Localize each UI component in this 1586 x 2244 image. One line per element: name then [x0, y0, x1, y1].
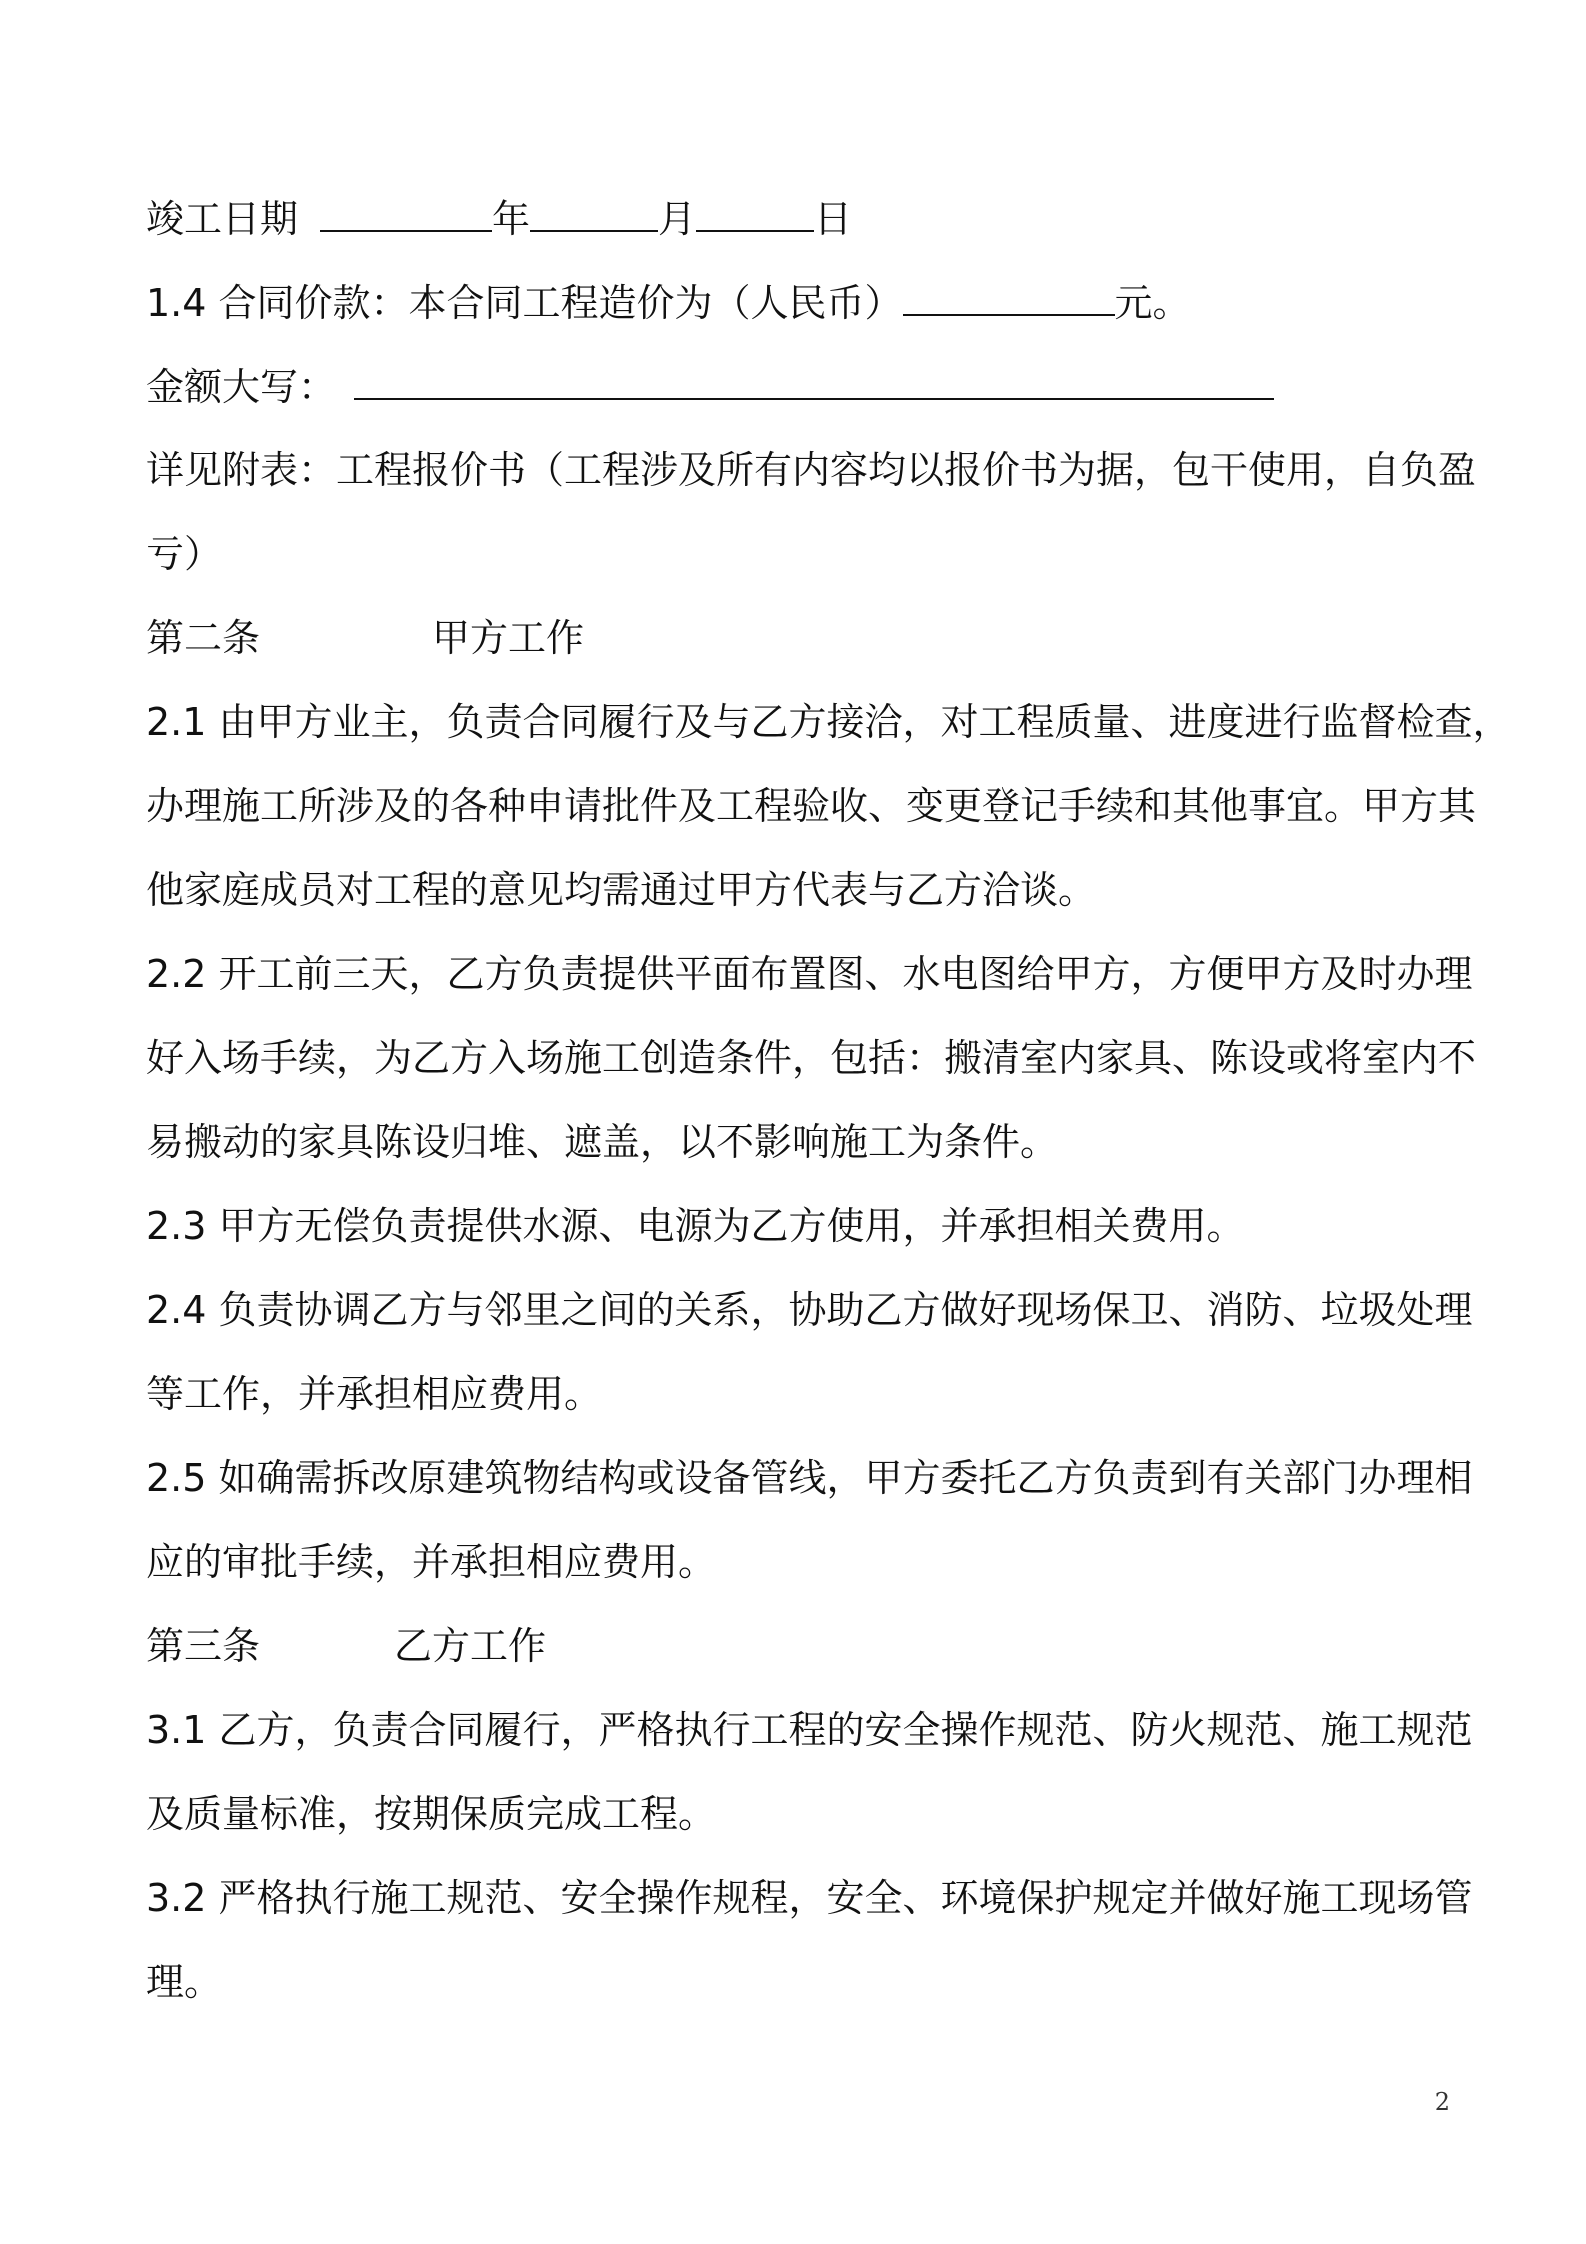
day-label: 日: [814, 197, 853, 241]
clause-3-1-line: 及质量标准，按期保质完成工程。: [146, 1792, 717, 1836]
clause-2-2-line: 好入场手续，为乙方入场施工创造条件，包括：搬清室内家具、陈设或将室内不: [146, 1036, 1477, 1080]
clause-3-2-line: 理。: [146, 1960, 223, 2004]
article-3-title: 乙方工作: [394, 1624, 547, 1668]
clause-2-5-line: 2.5 如确需拆改原建筑物结构或设备管线，甲方委托乙方负责到有关部门办理相: [146, 1456, 1473, 1500]
clause-2-4-line: 2.4 负责协调乙方与邻里之间的关系，协助乙方做好现场保卫、消防、垃圾处理: [146, 1288, 1473, 1332]
page-number: 2: [1434, 2088, 1450, 2116]
clause-2-1-line: 办理施工所涉及的各种申请批件及工程验收、变更登记手续和其他事宜。甲方其: [146, 784, 1477, 828]
amount-caps-label: 金额大写：: [146, 365, 337, 409]
year-blank: [320, 194, 492, 232]
amount-caps-blank: [354, 362, 1274, 400]
contract-price-text: 1.4 合同价款：本合同工程造价为（人民币）: [146, 281, 903, 325]
clause-3-2-line: 3.2 严格执行施工规范、安全操作规程，安全、环境保护规定并做好施工现场管: [146, 1876, 1473, 1920]
month-label: 月: [658, 197, 697, 241]
attachment-line-2: 亏）: [146, 532, 223, 576]
clause-2-1-line: 2.1 由甲方业主，负责合同履行及与乙方接洽，对工程质量、进度进行监督检查，: [146, 700, 1511, 744]
day-blank: [696, 194, 814, 232]
month-blank: [530, 194, 658, 232]
contract-price-line: [146, 278, 1191, 327]
price-blank: [903, 278, 1115, 316]
clause-2-3-line: 2.3 甲方无偿负责提供水源、电源为乙方使用，并承担相关费用。: [146, 1204, 1245, 1248]
clause-2-4-line: 等工作，并承担相应费用。: [146, 1372, 603, 1416]
completion-date-line: [146, 194, 852, 243]
clause-2-5-line: 应的审批手续，并承担相应费用。: [146, 1540, 717, 1584]
clause-2-1-line: 他家庭成员对工程的意见均需通过甲方代表与乙方洽谈。: [146, 868, 1097, 912]
clause-3-1-line: 3.1 乙方，负责合同履行，严格执行工程的安全操作规范、防火规范、施工规范: [146, 1708, 1473, 1752]
attachment-line-1: 详见附表：工程报价书（工程涉及所有内容均以报价书为据，包干使用，自负盈: [146, 448, 1477, 492]
price-unit: 元。: [1114, 281, 1191, 325]
article-2-label: 第二条: [146, 616, 261, 660]
clause-2-2-line: 易搬动的家具陈设归堆、遮盖，以不影响施工为条件。: [146, 1120, 1059, 1164]
article-3-label: 第三条: [146, 1624, 261, 1668]
amount-caps-line: [146, 362, 1274, 411]
completion-date-label: 竣工日期: [146, 197, 299, 241]
article-3-heading: [146, 1622, 546, 1670]
year-label: 年: [492, 197, 531, 241]
article-2-heading: [146, 614, 584, 662]
clause-2-2-line: 2.2 开工前三天，乙方负责提供平面布置图、水电图给甲方，方便甲方及时办理: [146, 952, 1473, 996]
article-2-title: 甲方工作: [432, 616, 585, 660]
